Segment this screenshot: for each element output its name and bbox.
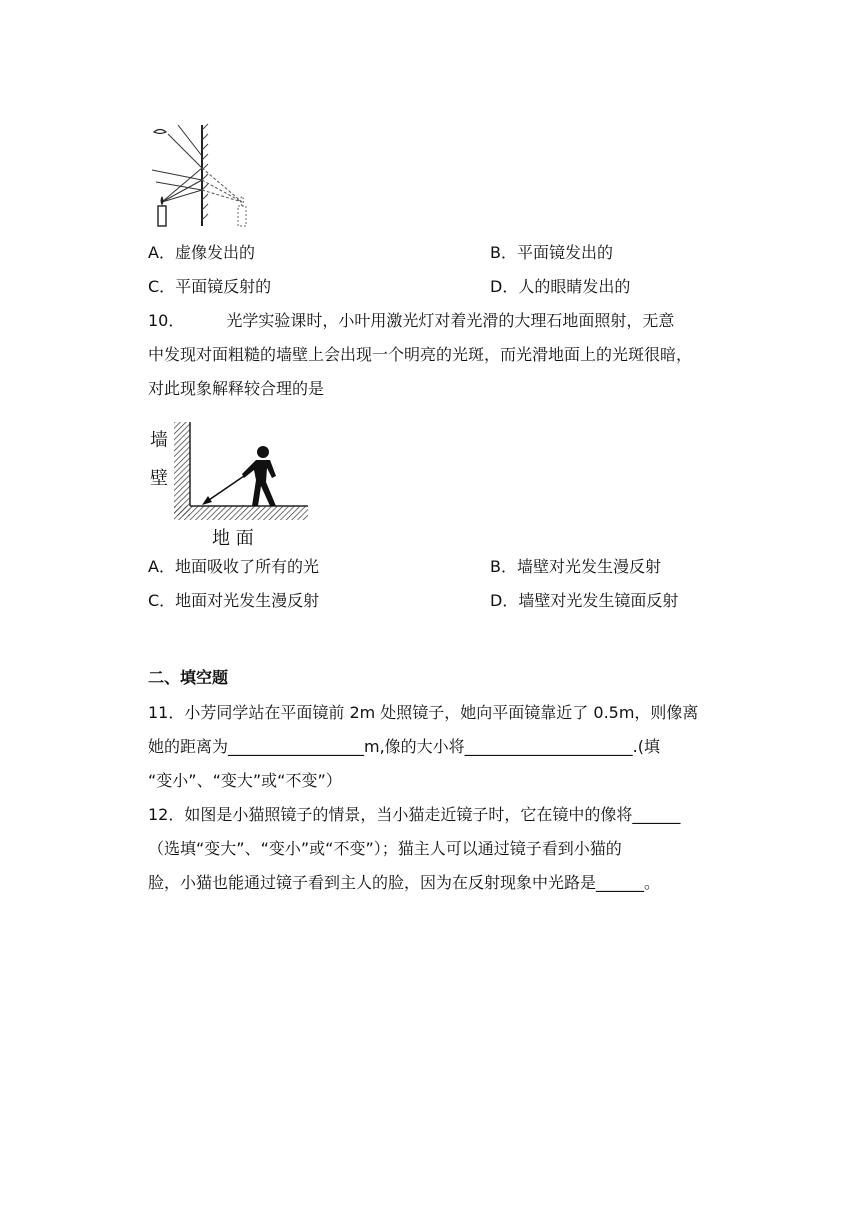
q9-option-b: B．平面镜发出的 (490, 243, 613, 262)
q12-line-3: 脸，小猫也能通过镜子看到主人的脸，因为在反射现象中光路是______。 (148, 873, 661, 892)
section-heading-fill-blank: 二、填空题 (148, 668, 229, 687)
q10-option-b: B．墙壁对光发生漫反射 (490, 557, 661, 576)
q10-line-2: 中发现对面粗糙的墙壁上会出现一个明亮的光斑，而光滑地面上的光斑很暗， (148, 345, 693, 364)
wall-ground-figure (148, 420, 313, 550)
q11-line-3: “变小”、“变大”或“不变”） (148, 771, 342, 790)
q10-line-3: 对此现象解释较合理的是 (148, 379, 325, 398)
q9-option-a: A．虚像发出的 (148, 243, 255, 262)
q10-number: 10． (148, 311, 185, 330)
wall-label-char-2: 壁 (150, 468, 168, 489)
mirror-candle-figure (148, 120, 258, 232)
q10-option-d: D．墙壁对光发生镜面反射 (490, 591, 679, 610)
ground-label: 地 面 (212, 528, 254, 549)
q10-question (148, 311, 674, 331)
q11-line-2: 她的距离为_________________m,像的大小将_____________________.(填 (148, 737, 661, 756)
q9-option-d: D．人的眼睛发出的 (490, 277, 631, 296)
q9-option-c: C．平面镜反射的 (148, 277, 272, 296)
wall-label-char-1: 墙 (150, 430, 168, 451)
q12-line-2: （选填“变大”、“变小”或“不变”）；猫主人可以通过镜子看到小猫的 (148, 839, 622, 858)
q10-option-c: C．地面对光发生漫反射 (148, 591, 320, 610)
q10-line-1: 光学实验课时，小叶用激光灯对着光滑的大理石地面照射，无意 (226, 311, 675, 330)
q11-line-1: 11．小芳同学站在平面镜前 2m 处照镜子，她向平面镜靠近了 0.5m，则像离 (148, 703, 699, 722)
q12-line-1: 12．如图是小猫照镜子的情景，当小猫走近镜子时，它在镜中的像将______ (148, 805, 681, 824)
q10-option-a: A．地面吸收了所有的光 (148, 557, 319, 576)
